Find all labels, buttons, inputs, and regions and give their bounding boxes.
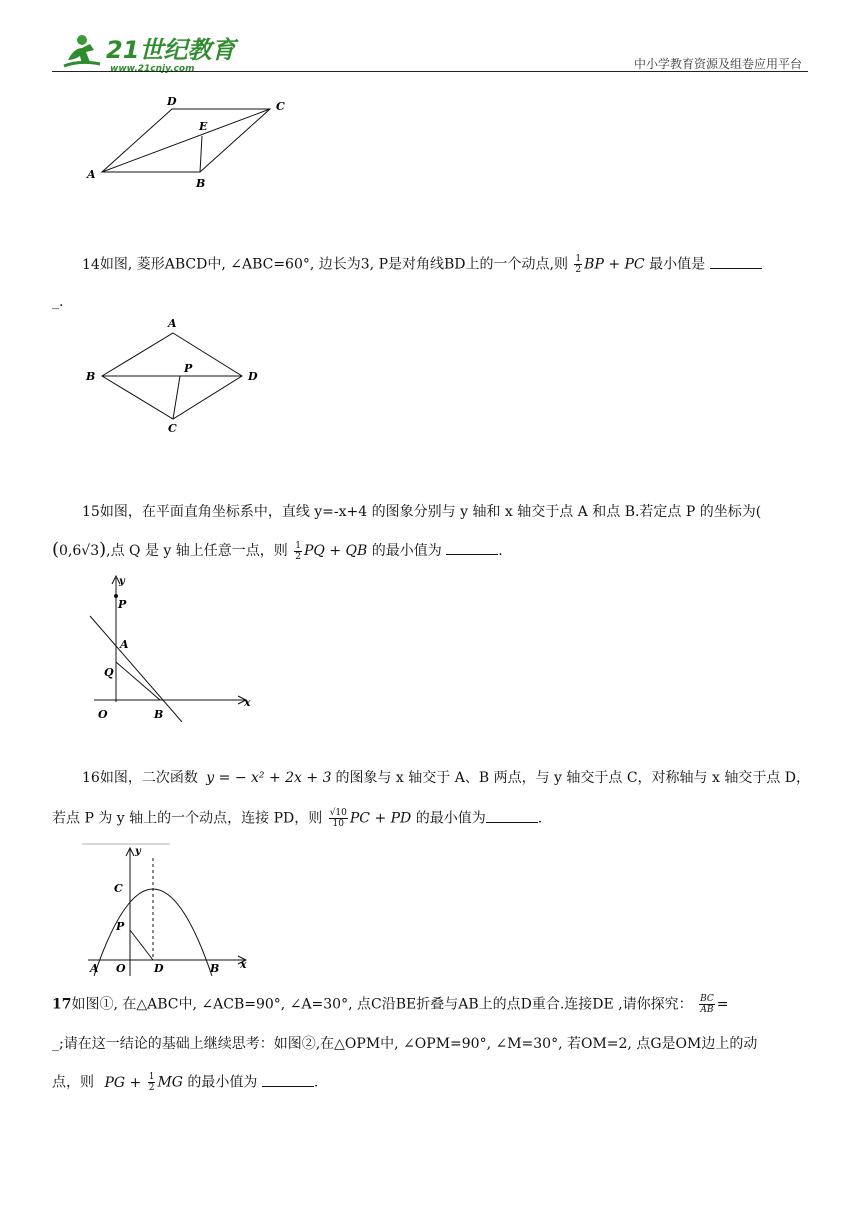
question-text: 如图①, 在△ABC中, ∠ACB=90°, ∠A=30°, 点C沿BE折叠与AB上的点D重合.连接DE ,请你探究：	[71, 996, 693, 1013]
figure-coordinate-plane	[88, 572, 258, 722]
logo-text: 21世纪教育	[106, 36, 236, 64]
question-text: 的最小值为	[415, 810, 486, 827]
fig16-label-p: P	[116, 920, 125, 933]
fig15-label-q: Q	[104, 666, 114, 679]
fig13-label-d: D	[167, 95, 177, 108]
fig14-label-d: D	[248, 370, 258, 383]
fig15-label-y: y	[119, 576, 125, 587]
fig14-label-a: A	[168, 317, 177, 330]
question-text: 如图，二次函数	[99, 770, 198, 786]
question-text: 的图象与 x 轴交于 A、B 两点，与 y 轴交于点 C，对称轴与 x 轴交于点 D，	[335, 770, 811, 786]
figure-rhombus	[80, 316, 280, 438]
fig16-label-x: x	[240, 958, 247, 971]
fraction: $\frac{BC}{AB}$	[700, 994, 714, 1015]
fig13-label-b: B	[196, 177, 206, 190]
runner-logo-icon	[60, 30, 260, 74]
math-expression: PG +	[104, 1074, 142, 1091]
fig16-label-c: C	[114, 882, 123, 895]
question-text: 如图, 菱形ABCD中, ∠ABC=60°, 边长为3, P是对角线BD上的一个动点,则	[99, 256, 568, 273]
question-17-line3: 点，则 PG + $\frac{1}{2}$ MG 的最小值为 .	[52, 1072, 319, 1093]
question-text: 的最小值为	[187, 1074, 258, 1091]
figure-parallelogram	[80, 92, 300, 192]
question-number: 16	[82, 770, 100, 786]
fig15-label-b: B	[154, 708, 164, 721]
fig15-label-x: x	[244, 696, 251, 709]
question-17-line2	[52, 1034, 812, 1054]
answer-blank[interactable]	[486, 810, 538, 823]
answer-blank[interactable]	[710, 256, 762, 269]
logo-url: www.21cnjy.com	[110, 64, 195, 74]
fraction: $\frac{1}{2}$	[575, 254, 582, 275]
question-number: 15	[82, 504, 100, 520]
fig16-label-d: D	[154, 962, 164, 975]
point-coordinate: 0,6√3	[59, 543, 100, 559]
question-text: 的最小值为	[371, 543, 442, 559]
fig15-label-o: O	[98, 708, 108, 721]
fig14-label-p: P	[184, 362, 193, 375]
math-expression: PC + PD	[349, 810, 412, 827]
fig15-label-p: P	[118, 598, 127, 611]
question-text: 最小值是	[649, 256, 706, 273]
question-14	[52, 254, 812, 275]
question-17: 17如图①, 在△ABC中, ∠ACB=90°, ∠A=30°, 点C沿BE折叠与AB上的点D重合.连接DE ,请你探究： $\frac{BC}{AB}$ =	[52, 994, 729, 1015]
fig16-label-o: O	[116, 962, 126, 975]
fig14-label-c: C	[168, 422, 177, 435]
question-text: 如图，在平面直角坐标系中，直线 y=-x+4 的图象分别与 y 轴和 x 轴交于点 A 和点 B.若定点 P 的坐标为(	[99, 504, 762, 520]
question-15-line2: (0,6√3),点 Q 是 y 轴上任意一点，则 $\frac{1}{2}$ PQ + QB 的最小值为 .	[52, 539, 503, 562]
answer-blank[interactable]	[262, 1074, 314, 1087]
fig14-label-b: B	[86, 370, 96, 383]
fig13-label-c: C	[276, 100, 285, 113]
math-expression: BP + PC	[584, 256, 645, 273]
fig16-label-y: y	[135, 846, 141, 857]
question-14-tail: _.	[52, 294, 64, 310]
math-expression: y = − x² + 2x + 3	[206, 770, 332, 786]
fig16-label-b: B	[210, 962, 220, 975]
question-text: ,点 Q 是 y 轴上任意一点，则	[106, 543, 288, 559]
site-logo	[60, 30, 260, 74]
math-expression: PQ + QB	[303, 543, 368, 559]
question-16-line2: 若点 P 为 y 轴上的一个动点，连接 PD，则 $\frac{√10}{10}$ PC + PD 的最小值为 .	[52, 808, 543, 829]
question-text: 若点 P 为 y 轴上的一个动点，连接 PD，则	[52, 810, 323, 827]
figure-parabola	[80, 842, 256, 978]
math-expression: MG	[157, 1074, 183, 1091]
fig13-label-a: A	[87, 168, 96, 181]
fraction: $\frac{√10}{10}$	[329, 808, 347, 829]
answer-blank[interactable]	[446, 542, 498, 555]
header-rule	[52, 71, 808, 72]
fraction: $\frac{1}{2}$	[295, 540, 301, 562]
question-number: 17	[52, 996, 72, 1013]
fig15-label-a: A	[120, 638, 129, 651]
fig13-label-e: E	[199, 120, 208, 133]
question-16	[52, 768, 812, 788]
platform-name: 中小学教育资源及组卷应用平台	[633, 57, 802, 71]
question-text: 点，则	[52, 1074, 94, 1091]
question-number: 14	[82, 256, 100, 273]
question-text: _;请在这一结论的基础上继续思考：如图②,在△OPM中, ∠OPM=90°, ∠M=30°, 若OM=2, 点G是OM边上的动	[52, 1036, 758, 1052]
fraction: $\frac{1}{2}$	[148, 1072, 155, 1093]
question-15	[52, 502, 812, 522]
fig16-label-a: A	[90, 962, 99, 975]
